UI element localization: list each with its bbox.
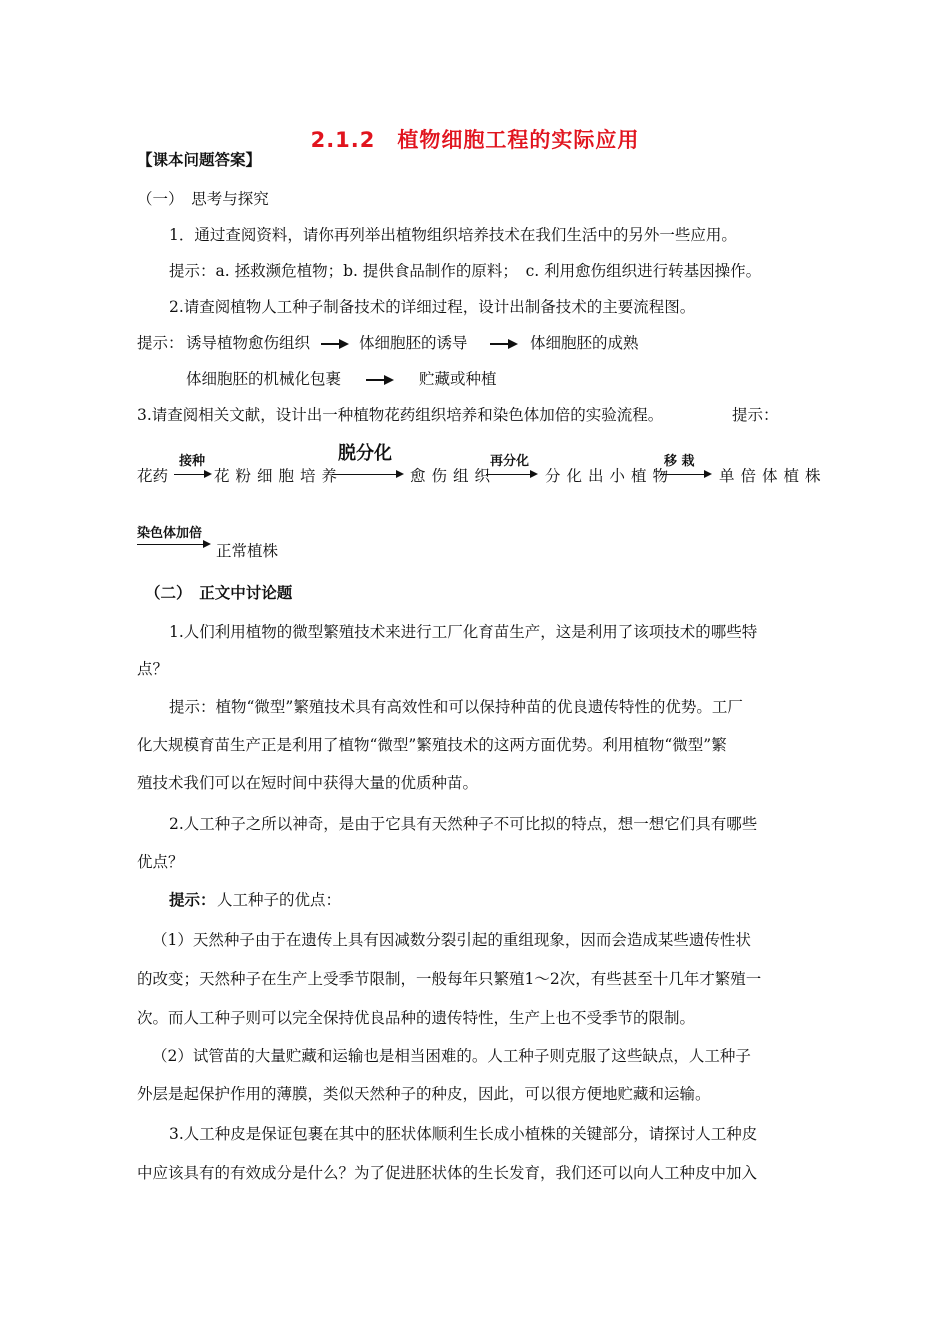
part2-q2-line1: 2.人工种子之所以神奇，是由于它具有天然种子不可比拟的特点，想一想它们具有哪些 — [169, 815, 758, 833]
part2-p1-line1: （1）天然种子由于在遗传上具有因减数分裂引起的重组现象，因而会造成某些遗传性状 — [152, 931, 751, 949]
flow1-prefix: 提示： — [137, 334, 184, 352]
flow2-node-3: 愈伤组织 — [410, 467, 497, 485]
part2-p1-line3: 次。而人工种子则可以完全保持优良品种的遗传特性，生产上也不受季节的限制。 — [137, 1009, 696, 1027]
flow2-node-5: 单倍体植株 — [719, 467, 827, 485]
part1-question-1: 1．通过查阅资料，请你再列举出植物组织培养技术在我们生活中的另外一些应用。 — [169, 226, 737, 244]
part2-q3-line1: 3.人工种皮是保证包裹在其中的胚状体顺利生长成小植株的关键部分，请探讨人工种皮 — [169, 1125, 758, 1143]
part1-hint-3: 提示： — [732, 406, 779, 424]
part2-heading: （二） 正文中讨论题 — [145, 584, 293, 602]
part1-hint-1: 提示：a. 拯救濒危植物；b. 提供食品制作的原料； c. 利用愈伤组织进行转基因操作。 — [169, 262, 762, 280]
part2-q2-line2: 优点？ — [137, 853, 184, 871]
flow1-step-3: 体细胞胚的成熟 — [530, 334, 639, 352]
flow2-node-4: 分化出小植物 — [545, 467, 675, 485]
part1-heading: （一） 思考与探究 — [137, 190, 269, 208]
part2-q1-line2: 点？ — [137, 660, 169, 678]
part2-a2-intro: 人工种子的优点： — [217, 891, 342, 909]
part2-a2-label: 提示： — [169, 891, 216, 909]
flow1-arrow-2 — [490, 343, 516, 345]
flow2-label-2: 脱分化 — [338, 443, 392, 464]
flow2-arrow-1 — [174, 474, 210, 475]
part2-a1-line2: 化大规模育苗生产正是利用了植物“微型”繁殖技术的这两方面优势。利用植物“微型”繁 — [137, 736, 727, 754]
flow2-label-1: 接种 — [179, 454, 206, 469]
flow1-arrow-3 — [366, 379, 392, 381]
flow2-label-4: 移 栽 — [664, 454, 695, 469]
flow2-label-3: 再分化 — [490, 454, 530, 469]
part1-question-3: 3.请查阅相关文献，设计出一种植物花药组织培养和染色体加倍的实验流程。 — [137, 406, 664, 424]
part2-p1-line2: 的改变；天然种子在生产上受季节限制，一般每年只繁殖1～2次，有些甚至十几年才繁殖一 — [137, 970, 762, 988]
flow1-arrow-1 — [321, 343, 347, 345]
flow1-step-2: 体细胞胚的诱导 — [359, 334, 468, 352]
section-header: 【课本问题答案】 — [137, 151, 262, 169]
page-title: 2.1.2 植物细胞工程的实际应用 — [310, 128, 640, 152]
flow1-step-1: 诱导植物愈伤组织 — [186, 334, 311, 352]
flow2-node-1: 花药 — [137, 467, 169, 485]
flow1-step-5: 贮藏或种植 — [419, 370, 497, 388]
flow2-node-6: 正常植株 — [216, 542, 279, 560]
part2-a1-line3: 殖技术我们可以在短时间中获得大量的优质种苗。 — [137, 774, 479, 792]
part2-p2-line2: 外层是起保护作用的薄膜，类似天然种子的种皮，因此，可以很方便地贮藏和运输。 — [137, 1085, 711, 1103]
flow2-arrow-5 — [137, 544, 209, 545]
part2-p2-line1: （2）试管苗的大量贮藏和运输也是相当困难的。人工种子则克服了这些缺点，人工种子 — [152, 1047, 751, 1065]
part2-q3-line2: 中应该具有的有效成分是什么？为了促进胚状体的生长发育，我们还可以向人工种皮中加入 — [137, 1164, 758, 1182]
flow2-node-2: 花粉细胞培养 — [214, 467, 344, 485]
flow2-label-5: 染色体加倍 — [137, 526, 203, 541]
part1-question-2: 2.请查阅植物人工种子制备技术的详细过程，设计出制备技术的主要流程图。 — [169, 298, 696, 316]
part2-a1-line1: 提示：植物“微型”繁殖技术具有高效性和可以保持种苗的优良遗传特性的优势。工厂 — [169, 698, 743, 716]
part2-q1-line1: 1.人们利用植物的微型繁殖技术来进行工厂化育苗生产，这是利用了该项技术的哪些特 — [169, 623, 758, 641]
flow1-step-4: 体细胞胚的机械化包裹 — [186, 370, 342, 388]
